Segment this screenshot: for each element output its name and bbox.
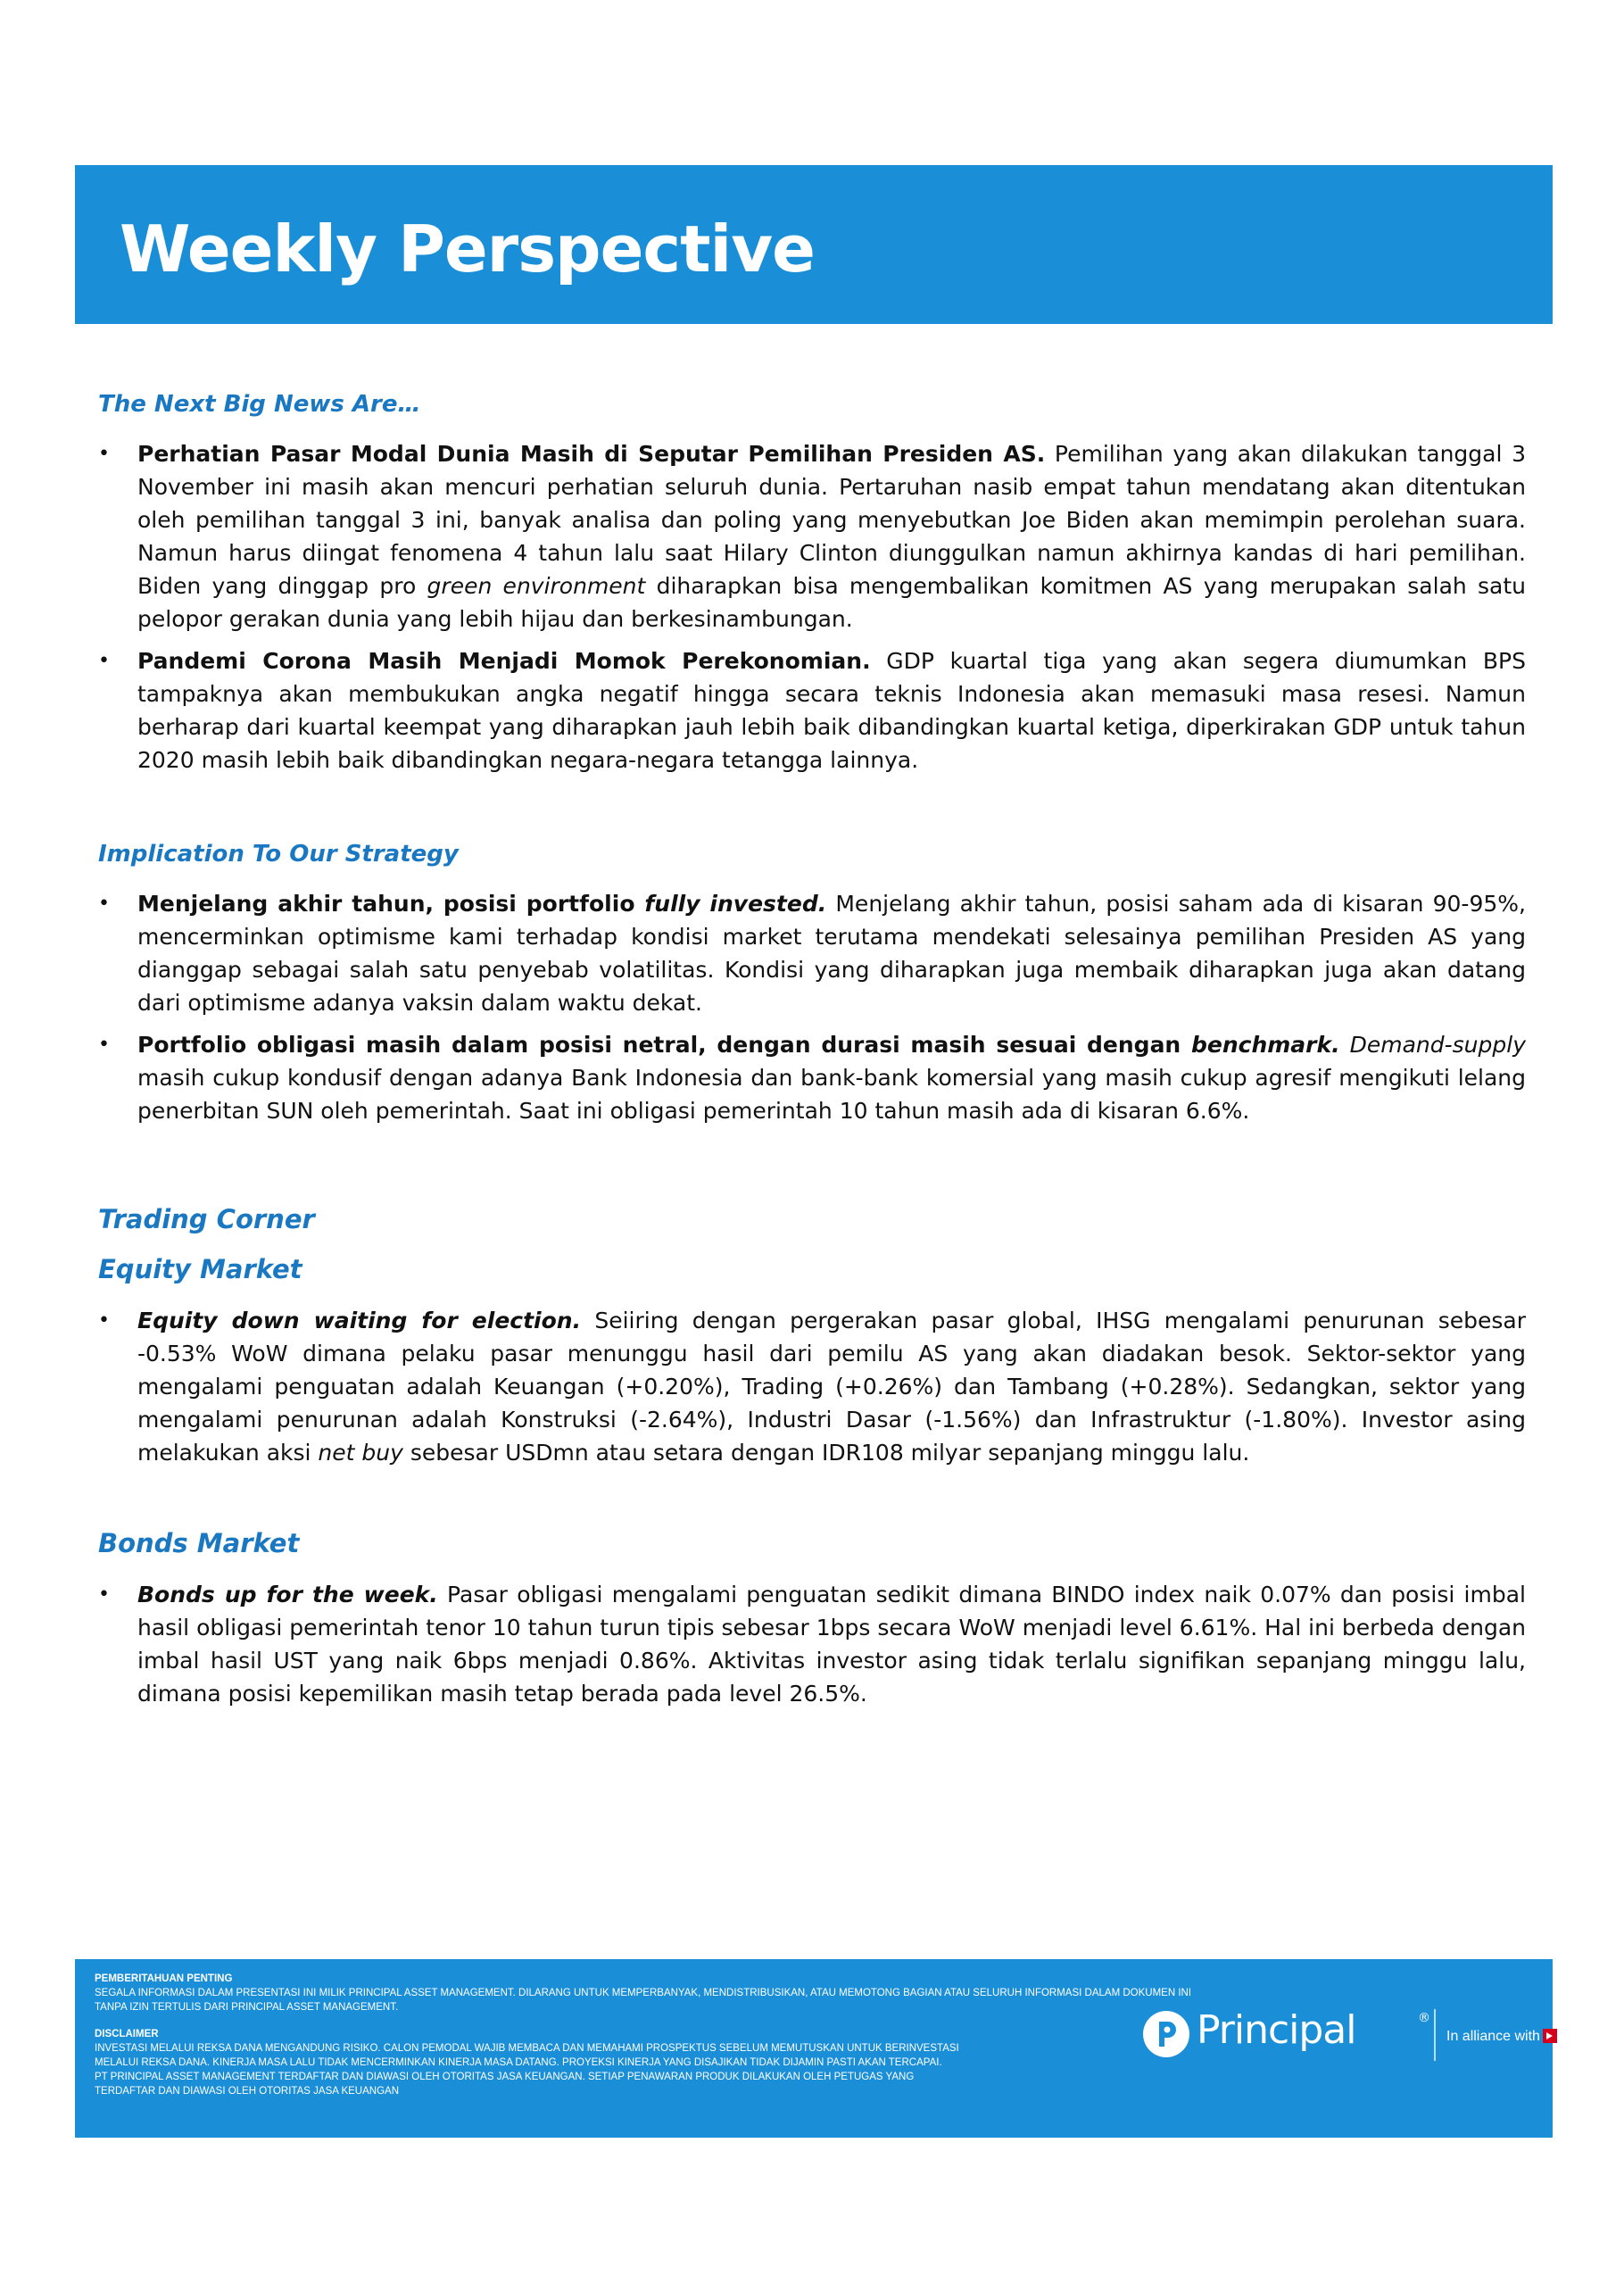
footer-fine-print: [95, 1972, 1219, 2098]
notice-body: SEGALA INFORMASI DALAM PRESENTASI INI MILIK PRINCIPAL ASSET MANAGEMENT. DILARANG UNTUK MEMPERBANYAK, MENDISTRIBUSIKAN, ATAU MEMOTONG BAGIAN ATAU SELURUH INFORMASI DALAM DOKUMEN INI TANPA IZIN TERTULIS DARI PRINCIPAL ASSET MANAGEMENT.: [95, 1988, 1192, 2013]
header-banner: [75, 165, 1553, 324]
item-body: GDP kuartal tiga yang akan segera diumumkan BPS tampaknya akan membukukan angka negatif hingga secara teknis Indonesia akan memasuki masa resesi. Namun berharap dari kuartal keempat yang diharapkan jauh lebih baik dibandingkan kuartal ketiga, diperkirakan GDP untuk tahun 2020 masih lebih baik dibandingkan negara-negara tetangga lainnya.: [137, 648, 1527, 773]
main-content: [98, 384, 1526, 1710]
registered-mark: ®: [1418, 2011, 1430, 2025]
item-lead: Perhatian Pasar Modal Dunia Masih di Seputar Pemilihan Presiden AS.: [137, 441, 1046, 467]
section-heading-implication: Implication To Our Strategy: [98, 841, 459, 868]
disclaimer-line: MELALUI REKSA DANA. KINERJA MASA LALU TIDAK MENCERMINKAN KINERJA MASA DATANG. PROYEKSI KINERJA YANG DISAJIKAN TIDAK DIJAMIN PASTI AKAN TERCAPAI.: [95, 2057, 942, 2068]
principal-logo-icon: [1141, 2009, 1191, 2059]
disclaimer-line: INVESTASI MELALUI REKSA DANA MENGANDUNG RISIKO. CALON PEMODAL WAJIB MEMBACA DAN MEMAHAMI PROSPEKTUS SEBELUM MEMUTUSKAN UNTUK BERINVESTASI: [95, 2043, 959, 2054]
list-item: [98, 437, 1526, 635]
alliance-label: [1446, 2029, 1595, 2045]
equity-list: [98, 1304, 1526, 1469]
section-heading-bonds: Bonds Market: [98, 1528, 300, 1558]
item-lead-italic: Bonds up for the week.: [137, 1582, 438, 1607]
list-item: [98, 1578, 1526, 1710]
cimb-wordmark: CIMB: [1558, 2029, 1595, 2044]
disclaimer-heading: DISCLAIMER: [95, 2029, 159, 2039]
list-item: [98, 644, 1526, 777]
list-item: [98, 1028, 1526, 1127]
footer-banner: [75, 1959, 1595, 2138]
item-lead: Menjelang akhir tahun, posisi portfolio: [137, 891, 645, 917]
item-body: sebesar USDmn atau setara dengan IDR108 milyar sepanjang minggu lalu.: [402, 1440, 1250, 1466]
bonds-list: [98, 1578, 1526, 1710]
page-title: Weekly Perspective: [120, 212, 815, 287]
bullet-icon: •: [98, 1309, 110, 1332]
bullet-icon: •: [98, 893, 110, 915]
principal-wordmark: Principal: [1197, 2007, 1356, 2053]
item-lead-italic: benchmark.: [1190, 1032, 1340, 1058]
disclaimer-line: TERDAFTAR DAN DIAWASI OLEH OTORITAS JASA KEUANGAN: [95, 2086, 400, 2097]
logo-divider: [1434, 2009, 1436, 2061]
bullet-icon: •: [98, 650, 110, 672]
item-lead-italic: fully invested.: [644, 891, 827, 917]
implication-list: [98, 887, 1526, 1127]
notice-heading: PEMBERITAHUAN PENTING: [95, 1973, 233, 1984]
item-body: Menjelang akhir tahun, posisi saham ada di kisaran 90-95%, mencerminkan optimisme kami terhadap kondisi market terutama mendekati selesainya pemilihan Presiden AS yang dianggap sebagai salah satu penyebab volatilitas. Kondisi yang diharapkan juga membaik diharapkan juga akan datang dari optimisme adanya vaksin dalam waktu dekat.: [137, 891, 1526, 1016]
item-italic: Demand-supply: [1339, 1032, 1526, 1058]
item-body: diharapkan bisa mengembalikan komitmen AS yang merupakan salah satu pelopor gerakan dunia yang lebih hijau dan berkesinambungan.: [137, 573, 1526, 632]
section-heading-equity: Equity Market: [98, 1254, 302, 1284]
bullet-icon: •: [98, 1034, 110, 1056]
alliance-text: In alliance with: [1446, 2029, 1540, 2044]
disclaimer-line: PT PRINCIPAL ASSET MANAGEMENT TERDAFTAR DAN DIAWASI OLEH OTORITAS JASA KEUANGAN. SETIAP PENAWARAN PRODUK DILAKUKAN OLEH PETUGAS YANG: [95, 2072, 915, 2082]
bullet-icon: •: [98, 1583, 110, 1606]
list-item: [98, 1304, 1526, 1469]
section-heading-trading-corner: Trading Corner: [98, 1204, 315, 1234]
next-big-news-list: [98, 437, 1526, 777]
list-item: [98, 887, 1526, 1019]
section-heading-next-big-news: The Next Big News Are…: [98, 391, 421, 418]
item-lead: Pandemi Corona Masih Menjadi Momok Perekonomian.: [137, 648, 871, 674]
item-lead: Portfolio obligasi masih dalam posisi netral, dengan durasi masih sesuai dengan: [137, 1032, 1191, 1058]
item-body: Pemilihan yang akan dilakukan tanggal 3 November ini masih akan mencuri perhatian seluruh dunia. Pertaruhan nasib empat tahun mendatang akan ditentukan oleh pemilihan tanggal 3 ini, banyak analisa dan poling yang menyebutkan Joe Biden akan memimpin perolehan suara. Namun harus diingat fenomena 4 tahun lalu saat Hilary Clinton diunggulkan namun akhirnya kandas di hari pemilihan. Biden yang dinggap pro: [137, 441, 1526, 599]
principal-logo: [1141, 2002, 1595, 2073]
item-lead-italic: Equity down waiting for election.: [137, 1308, 582, 1333]
item-italic: green environment: [427, 573, 646, 599]
cimb-logo-icon: [1543, 2029, 1557, 2043]
item-italic: net buy: [318, 1440, 403, 1466]
bullet-icon: •: [98, 443, 110, 465]
item-body: masih cukup kondusif dengan adanya Bank Indonesia dan bank-bank komersial yang masih cukup agresif mengikuti lelang penerbitan SUN oleh pemerintah. Saat ini obligasi pemerintah 10 tahun masih ada di kisaran 6.6%.: [137, 1065, 1526, 1124]
item-body: Pasar obligasi mengalami penguatan sedikit dimana BINDO index naik 0.07% dan posisi imbal hasil obligasi pemerintah tenor 10 tahun turun tipis sebesar 1bps secara WoW menjadi level 6.61%. Hal ini berbeda dengan imbal hasil UST yang naik 6bps menjadi 0.86%. Aktivitas investor asing tidak terlalu signifikan sepanjang minggu lalu, dimana posisi kepemilikan masih tetap berada pada level 26.5%.: [137, 1582, 1526, 1707]
item-body: Seiiring dengan pergerakan pasar global, IHSG mengalami penurunan sebesar -0.53% WoW dimana pelaku pasar menunggu hasil dari pemilu AS yang akan diadakan besok. Sektor-sektor yang mengalami penguatan adalah Keuangan (+0.20%), Trading (+0.26%) dan Tambang (+0.28%). Sedangkan, sektor yang mengalami penurunan adalah Konstruksi (-2.64%), Industri Dasar (-1.56%) dan Infrastruktur (-1.80%). Investor asing melakukan aksi: [137, 1308, 1526, 1466]
